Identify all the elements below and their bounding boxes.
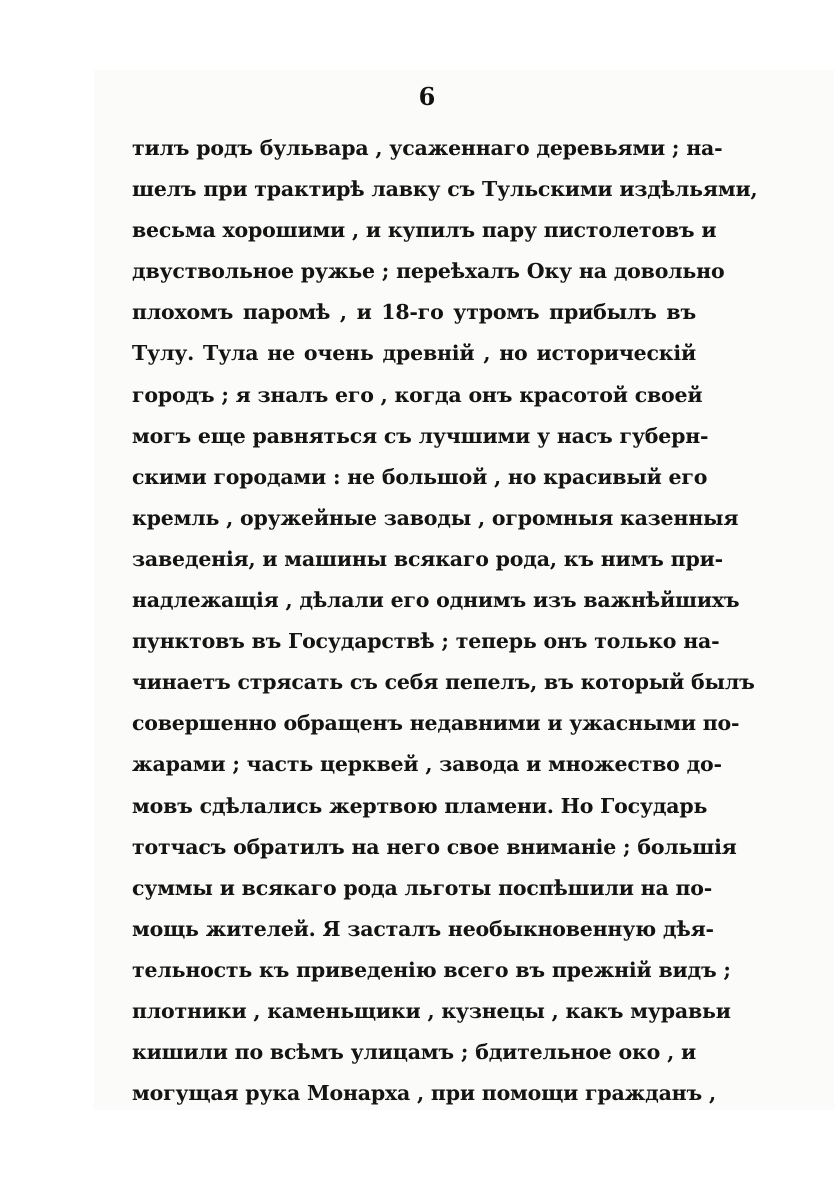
text-line: плотники , каменьщики , кузнецы , какъ муравьи bbox=[132, 998, 731, 1023]
text-line: тельность къ приведенію всего въ прежній видъ ; bbox=[132, 957, 731, 982]
text-line: чинаетъ стрясать съ себя пепелъ, въ который былъ bbox=[132, 670, 755, 695]
text-line: суммы и всякаго рода льготы поспѣшили на по- bbox=[132, 875, 713, 900]
text-line: мощь жителей. Я засталъ необыкновенную дѣя- bbox=[132, 916, 714, 941]
text-line: шелъ при трактирѣ лавку съ Тульскими издѣльями, bbox=[132, 177, 758, 202]
body-text bbox=[132, 128, 758, 1114]
text-line: кремль , оружейные заводы , огромныя казенныя bbox=[132, 505, 739, 530]
text-line: тотчасъ обратилъ на него свое вниманіе ; большія bbox=[132, 834, 737, 859]
text-line: городъ ; я зналъ его , когда онъ красотой своей bbox=[132, 382, 703, 407]
text-line: кишили по всѣмъ улицамъ ; бдительное око , и bbox=[132, 1040, 696, 1065]
text-line: могущая рука Монарха , при помощи гражданъ , bbox=[132, 1081, 716, 1106]
text-line: надлежащія , дѣлали его однимъ изъ важнѣйшихъ bbox=[132, 588, 740, 613]
page-number: 6 bbox=[418, 82, 436, 111]
text-line: жарами ; часть церквей , завода и множество до- bbox=[132, 752, 722, 777]
text-line: мовъ сдѣлались жертвою пламени. Но Государь bbox=[132, 793, 708, 818]
text-line: пунктовъ въ Государствѣ ; теперь онъ только на- bbox=[132, 629, 720, 654]
text-line: Тулу. Тула не очень древній , но историческій bbox=[132, 341, 696, 366]
text-line: плохомъ паромѣ , и 18-го утромъ прибылъ въ bbox=[132, 300, 696, 325]
text-line: могъ еще равняться съ лучшими у насъ губерн- bbox=[132, 423, 709, 448]
text-line: скими городами : не большой , но красивый его bbox=[132, 464, 708, 489]
text-line: заведенія, и машины всякаго рода, къ нимъ при- bbox=[132, 546, 723, 571]
text-line: весьма хорошими , и купилъ пару пистолетовъ и bbox=[132, 218, 717, 243]
text-line: совершенно обращенъ недавними и ужасными по- bbox=[132, 711, 740, 736]
text-line: тилъ родъ бульвара , усаженнаго деревьями ; на- bbox=[132, 136, 723, 160]
text-line: двуствольное ружье ; переѣхалъ Оку на довольно bbox=[132, 259, 725, 284]
